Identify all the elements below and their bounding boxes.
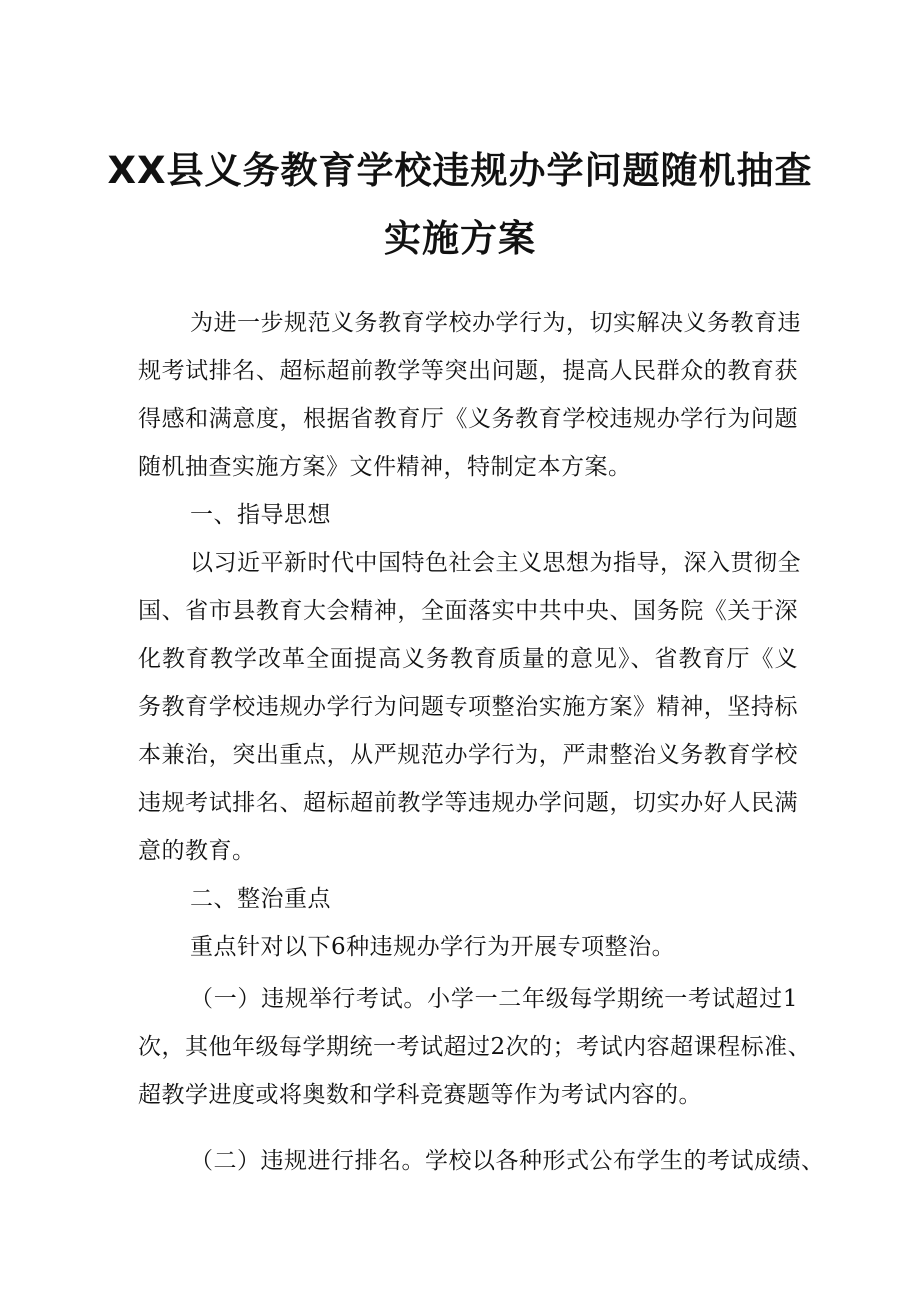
paragraph-item-1-line: （一）违规举行考试。小学一二年级每学期统一考试超过1 xyxy=(190,986,798,1012)
paragraph-intro-line: 得感和满意度，根据省教育厅《义务教育学校违规办学行为问题 xyxy=(138,406,798,432)
paragraph-guiding-line: 本兼治，突出重点，从严规范办学行为，严肃整治义务教育学校 xyxy=(138,742,798,768)
paragraph-intro-line: 规考试排名、超标超前教学等突出问题，提高人民群众的教育获 xyxy=(138,358,798,384)
paragraph-guiding-line: 务教育学校违规办学行为问题专项整治实施方案》精神，坚持标 xyxy=(138,694,798,720)
document-title-line-1: XX县义务教育学校违规办学问题随机抽查 xyxy=(107,149,813,192)
paragraph-item-1-line: 次，其他年级每学期统一考试超过2次的；考试内容超课程标准、 xyxy=(138,1034,812,1060)
paragraph-key-issues: 重点针对以下6种违规办学行为开展专项整治。 xyxy=(190,934,676,960)
document-title-line-2: 实施方案 xyxy=(384,217,536,260)
paragraph-intro-line: 随机抽查实施方案》文件精神，特制定本方案。 xyxy=(138,454,632,480)
section-heading-guiding-ideology: 一、指导思想 xyxy=(190,502,331,528)
paragraph-guiding-line: 以习近平新时代中国特色社会主义思想为指导，深入贯彻全 xyxy=(190,550,801,576)
paragraph-guiding-line: 意的教育。 xyxy=(138,838,256,864)
paragraph-guiding-line: 国、省市县教育大会精神，全面落实中共中央、国务院《关于深 xyxy=(138,598,798,624)
paragraph-guiding-line: 化教育教学改革全面提高义务教育质量的意见》、省教育厅《义 xyxy=(138,646,798,672)
paragraph-intro-line: 为进一步规范义务教育学校办学行为，切实解决义务教育违 xyxy=(190,310,801,336)
paragraph-item-2-line: （二）违规进行排名。学校以各种形式公布学生的考试成绩、 xyxy=(190,1148,825,1174)
paragraph-item-1-line: 超教学进度或将奥数和学科竞赛题等作为考试内容的。 xyxy=(138,1082,702,1108)
section-heading-key-issues: 二、整治重点 xyxy=(190,886,331,912)
paragraph-guiding-line: 违规考试排名、超标超前教学等违规办学问题，切实办好人民满 xyxy=(138,790,798,816)
